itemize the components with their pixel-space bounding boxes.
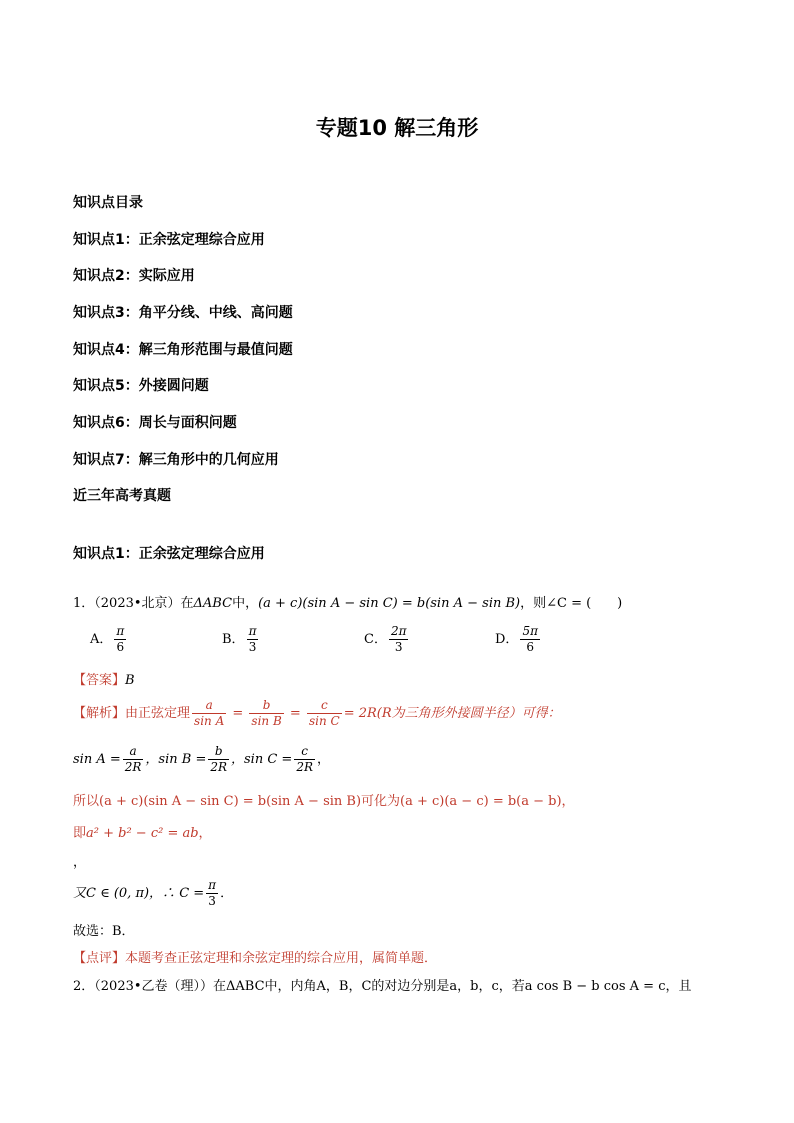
section-heading: 知识点1：正余弦定理综合应用 [73, 546, 265, 562]
page-title: 专题10 解三角形 [315, 116, 479, 140]
frac-den: 3 [394, 640, 403, 654]
answer-value: B [125, 673, 135, 688]
q1-choice-d [495, 624, 542, 655]
frac-den: sin C [308, 714, 340, 728]
q1-stem [73, 592, 622, 611]
choice-label: D． [495, 632, 519, 647]
toc-item-5: 知识点5：外接圆问题 [73, 378, 209, 394]
comment-text: 本题考查正弦定理和余弦定理的综合应用，属简单题． [125, 951, 438, 966]
choice-label: B． [222, 632, 245, 647]
line-end: ， [317, 752, 331, 767]
sinB-label: ，sin B = [145, 752, 207, 767]
q1-answer [73, 669, 135, 688]
analysis-tag: 【解析】 [73, 706, 126, 721]
q1-choice-c [364, 624, 410, 655]
toc-item-7: 知识点7：解三角形中的几何应用 [73, 452, 279, 468]
toc-item-1: 知识点1：正余弦定理综合应用 [73, 232, 265, 248]
q1-choice-a [90, 624, 128, 655]
frac-den: 2R [124, 760, 142, 774]
ji-suffix: ， [198, 826, 212, 841]
frac-num: 5π [522, 624, 538, 638]
frac-num: c [307, 698, 342, 714]
q1-stem-mid: 中， [232, 596, 259, 611]
toc-item-8: 近三年高考真题 [73, 488, 171, 504]
q1-stem-suffix: ，则∠C = ( ) [520, 596, 623, 611]
sinC-label: ，sin C = [231, 752, 293, 767]
analysis-intro: 由正弦定理 [125, 706, 191, 721]
frac-num: π [208, 878, 217, 892]
q1-comment [73, 947, 437, 966]
toc-item-6: 知识点6：周长与面积问题 [73, 415, 237, 431]
frac-den: 6 [116, 640, 125, 654]
toc-item-4: 知识点4：解三角形范围与最值问题 [73, 342, 293, 358]
q2-stem: 2．（2023•乙卷（理））在ΔABC中，内角A，B，C的对边分别是a，b，c，若a cos B − b cos A = c，且 [73, 979, 692, 994]
frac-num: c [294, 744, 315, 760]
frac-num: 2π [390, 624, 407, 638]
q1-analysis-sin-line [73, 744, 330, 775]
choice-label: C． [364, 632, 387, 647]
frac-den: sin B [251, 714, 282, 728]
ji-prefix: 即 [73, 826, 87, 841]
q1-analysis-ji-line [73, 822, 212, 841]
comment-tag: 【点评】 [73, 951, 126, 966]
choice-label: A． [90, 632, 113, 647]
q1-analysis-you-line [73, 878, 233, 909]
ji-equation: a² + b² − c² = ab [86, 826, 199, 841]
frac-den: 3 [208, 894, 216, 908]
q1-analysis-comma-line: ， [73, 855, 87, 870]
analysis-eq-tail: = 2R(R为三角形外接圆半径）可得： [343, 706, 561, 721]
q1-analysis-line-1: 【解析】由正弦定理 $\frac{a}{\text{sin A}}$ = $\frac{b}{\text{sin B}}$ = $\frac{c}{\text{sin C}}$ = 2R(R为三角形外接圆半径）可得： [73, 698, 561, 728]
q1-stem-triangle: ΔABC [193, 596, 233, 611]
q1-stem-equation: (a + c)(sin A − sin C) = b(sin A − sin B) [258, 596, 521, 611]
frac-num: b [249, 698, 283, 714]
toc-heading: 知识点目录 [73, 195, 143, 211]
q1-stem-prefix: 1．（2023•北京）在 [73, 596, 194, 611]
q1-choose-line: 故选：B． [73, 924, 135, 939]
you-prefix: 又C ∈ (0, π)，∴ C = [73, 886, 205, 901]
q1-choice-b [222, 624, 260, 655]
toc-item-3: 知识点3：角平分线、中线、高问题 [73, 305, 293, 321]
frac-num: a [192, 698, 226, 714]
frac-num: a [123, 744, 144, 760]
q1-analysis-so-line: 所以(a + c)(sin A − sin C) = b(sin A − sin B)可化为(a + c)(a − c) = b(a − b)， [73, 794, 575, 809]
you-end: ． [220, 886, 234, 901]
frac-num: b [208, 744, 229, 760]
sinA-label: sin A = [73, 752, 121, 767]
frac-den: 2R [296, 760, 313, 774]
answer-tag: 【答案】 [73, 673, 126, 688]
frac-den: 6 [526, 640, 535, 654]
frac-den: 2R [210, 760, 228, 774]
frac-den: sin A [194, 714, 225, 728]
frac-den: 3 [248, 640, 257, 654]
frac-num: π [116, 624, 125, 638]
toc-item-2: 知识点2：实际应用 [73, 268, 195, 284]
frac-num: π [248, 624, 257, 638]
